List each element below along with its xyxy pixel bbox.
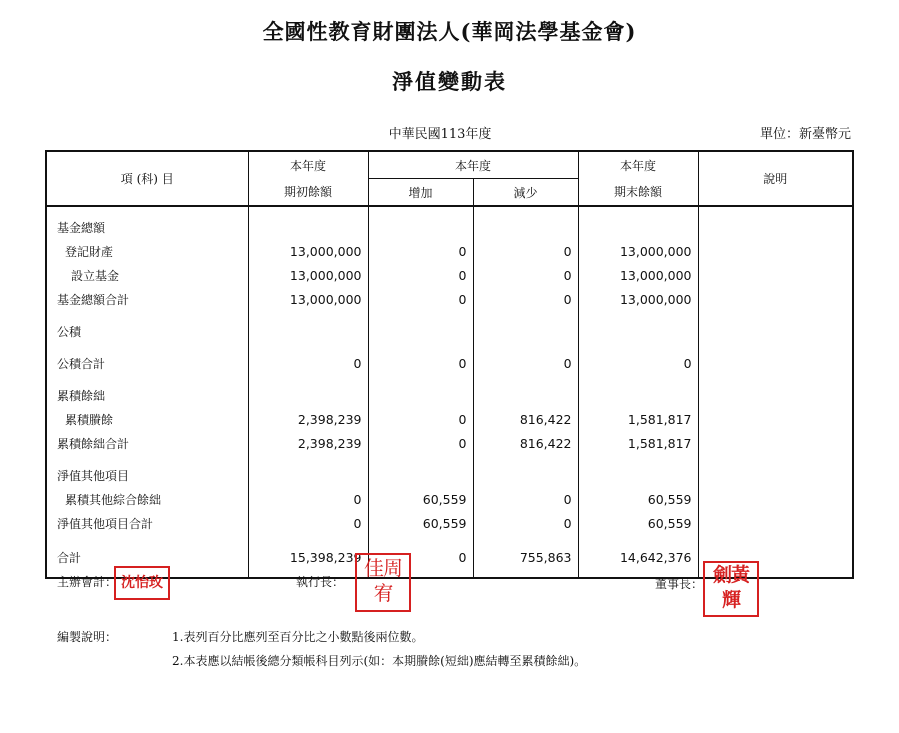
ceo-seal-stamp: 佳周宥 xyxy=(355,553,411,612)
table-row: 累積餘絀 xyxy=(46,383,853,407)
table-row: 累積其他綜合餘絀 0 60,559 0 60,559 xyxy=(46,487,853,511)
org-title: 全國性教育財團法人(華岡法學基金會) xyxy=(262,19,637,44)
accountant-seal-stamp: 沈怡玫 xyxy=(114,566,170,600)
accountant-label: 主辦會計： xyxy=(57,575,118,589)
ceo-label: 執行長： xyxy=(296,575,345,589)
header-decrease: 減少 xyxy=(473,179,578,207)
table-row: 登記財產 13,000,000 0 0 13,000,000 xyxy=(46,239,853,263)
fiscal-period: 中華民國113年度 xyxy=(388,127,492,142)
table-row-total: 合計 15,398,239 0 755,863 14,642,376 xyxy=(46,545,853,569)
report-title: 淨值變動表 xyxy=(392,69,507,94)
table-row: 設立基金 13,000,000 0 0 13,000,000 xyxy=(46,263,853,287)
chairman-seal-stamp: 劍黃輝 xyxy=(703,561,759,617)
notes-label: 編製說明： xyxy=(57,630,118,644)
table-row: 累積賸餘 2,398,239 0 816,422 1,581,817 xyxy=(46,407,853,431)
header-description: 說明 xyxy=(698,151,853,206)
header-ending-balance: 本年度 期末餘額 xyxy=(578,151,698,206)
chairman-label: 董事長： xyxy=(655,577,704,591)
net-worth-changes-table xyxy=(45,150,854,579)
table-row: 累積餘絀合計 2,398,239 0 816,422 1,581,817 xyxy=(46,431,853,455)
header-beginning-balance: 本年度 期初餘額 xyxy=(248,151,368,206)
table-row: 淨值其他項目 xyxy=(46,463,853,487)
table-row: 基金總額 xyxy=(46,215,853,239)
header-increase: 增加 xyxy=(368,179,473,207)
note-item: 1.表列百分比應列至百分比之小數點後兩位數。 xyxy=(172,630,424,644)
table-row: 公積 xyxy=(46,319,853,343)
table-row: 基金總額合計 13,000,000 0 0 13,000,000 xyxy=(46,287,853,311)
table-row: 淨值其他項目合計 0 60,559 0 60,559 xyxy=(46,511,853,535)
header-item: 項 (科) 目 xyxy=(46,151,248,206)
note-item: 2.本表應以結帳後總分類帳科目列示(如：本期賸餘(短絀)應結轉至累積餘絀)。 xyxy=(172,654,587,668)
header-current-year-change: 本年度 xyxy=(368,151,578,179)
table-row: 公積合計 0 0 0 0 xyxy=(46,351,853,375)
currency-unit: 單位：新臺幣元 xyxy=(759,127,851,142)
